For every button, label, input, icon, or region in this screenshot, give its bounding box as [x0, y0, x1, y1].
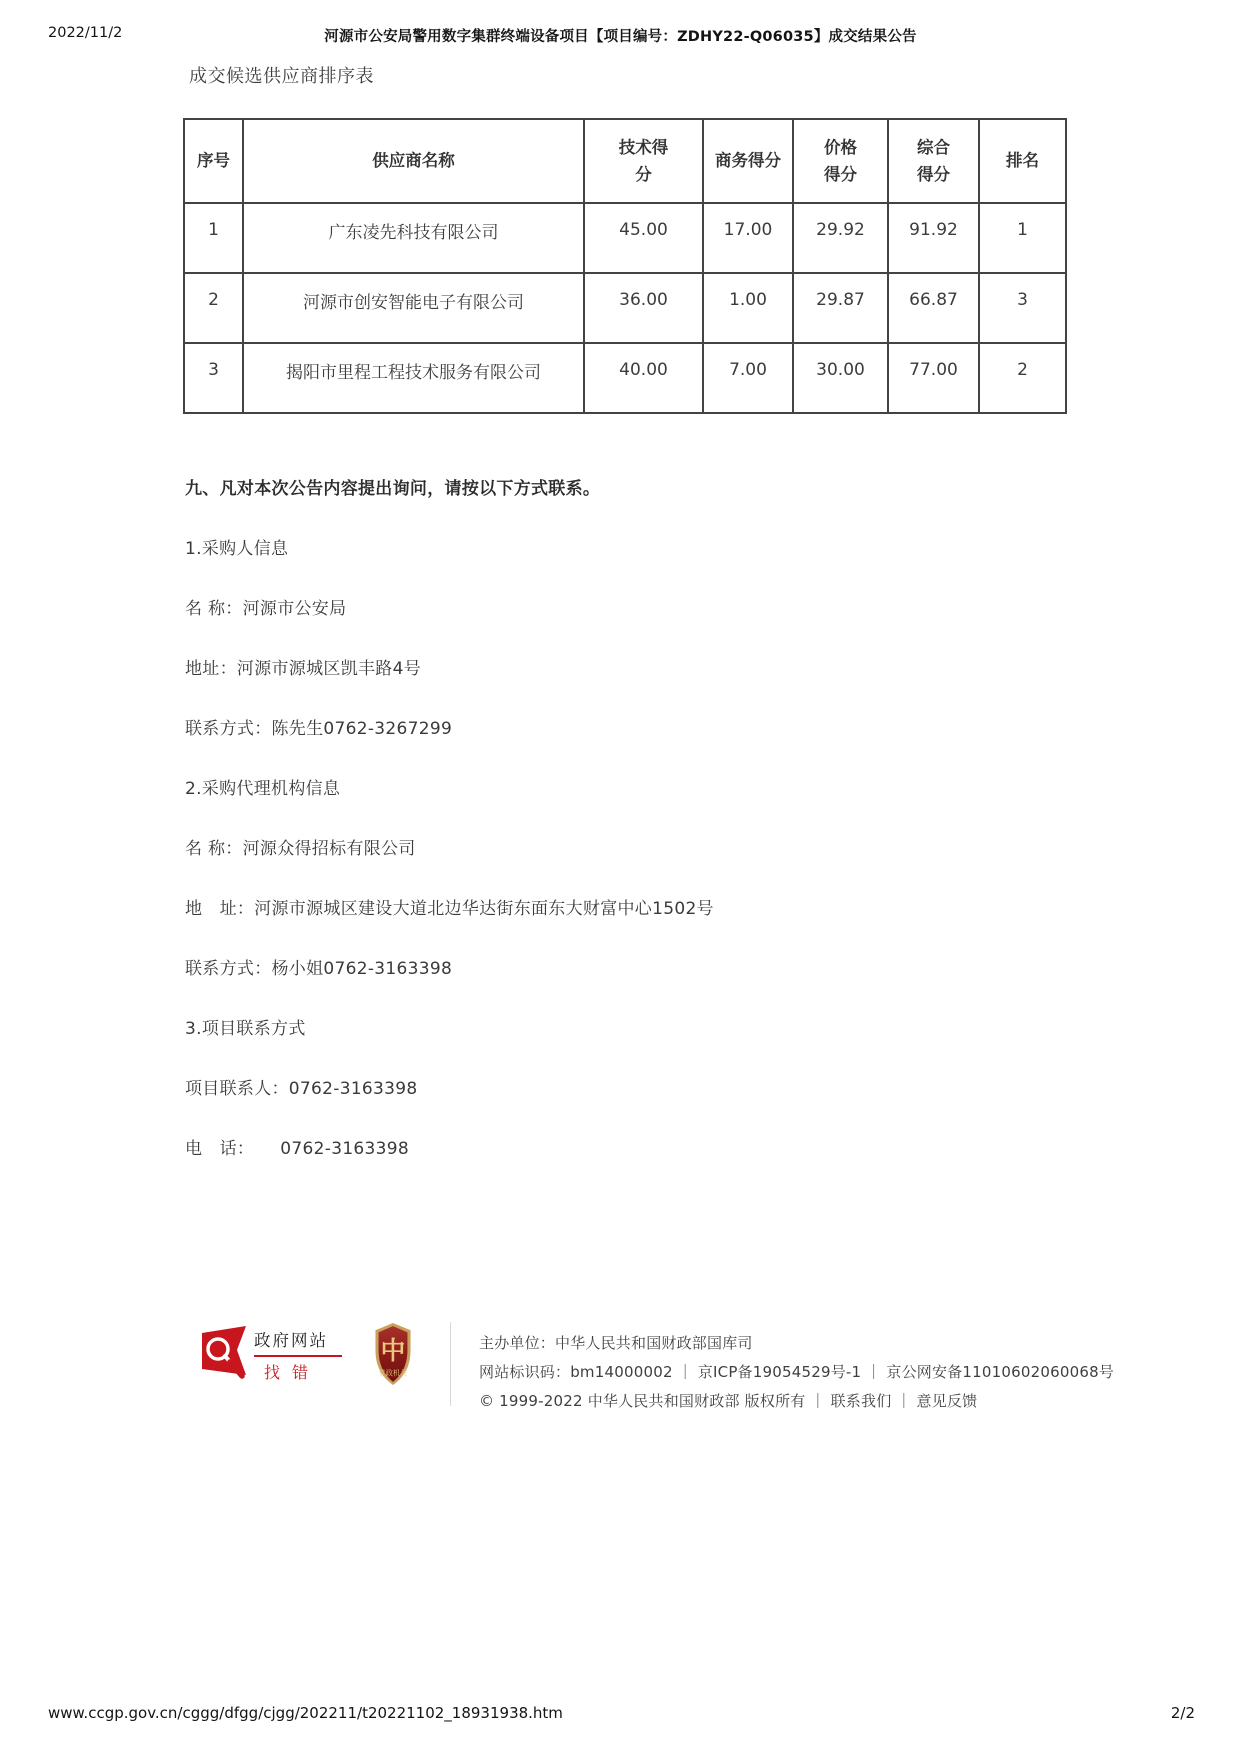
- table-cell: 1: [184, 203, 243, 273]
- print-source-url: www.ccgp.gov.cn/cggg/dfgg/cjgg/202211/t20221102_18931938.htm: [48, 1704, 563, 1722]
- svg-text:党政机关: 党政机关: [378, 1368, 408, 1378]
- contact-line: 联系方式：杨小姐0762-3163398: [185, 958, 453, 979]
- footer-copyright-line: © 1999-2022 中华人民共和国财政部 版权所有 ｜ 联系我们 ｜ 意见反馈: [479, 1392, 978, 1410]
- contact-line: 2.采购代理机构信息: [185, 778, 341, 799]
- print-page-number: 2/2: [1170, 1704, 1195, 1722]
- footer-divider: [450, 1322, 451, 1406]
- section-heading: 九、凡对本次公告内容提出询问，请按以下方式联系。: [185, 478, 601, 499]
- table-cell: 77.00: [888, 343, 979, 413]
- table-cell: 40.00: [584, 343, 703, 413]
- table-cell: 7.00: [703, 343, 793, 413]
- footer-organizer-line: 主办单位：中华人民共和国财政部国库司: [479, 1334, 753, 1352]
- table-cell-supplier: 河源市创安智能电子有限公司: [243, 273, 584, 343]
- contact-line: 名 称：河源众得招标有限公司: [185, 838, 416, 859]
- table-cell: 66.87: [888, 273, 979, 343]
- table-cell: 3: [184, 343, 243, 413]
- col-header-total-score: 综合 得分: [888, 119, 979, 203]
- party-gov-badge-icon: [364, 1322, 422, 1390]
- error-logo-line2: 找错: [264, 1363, 321, 1382]
- table-cell: 30.00: [793, 343, 888, 413]
- print-date: 2022/11/2: [48, 25, 123, 41]
- contact-line: 名 称：河源市公安局: [185, 598, 347, 619]
- table-cell: 29.92: [793, 203, 888, 273]
- svg-text:中: 中: [380, 1336, 406, 1366]
- supplier-ranking-table: [183, 118, 1067, 414]
- table-header-row: [184, 119, 1066, 203]
- col-header-business-score: 商务得分: [703, 119, 793, 203]
- magnifier-flag-icon: [200, 1322, 252, 1388]
- error-logo-divider: [254, 1355, 342, 1357]
- error-logo-line1: 政府网站: [254, 1331, 328, 1350]
- contact-line: 电 话： 0762-3163398: [185, 1138, 410, 1159]
- site-footer: [200, 1322, 1114, 1416]
- table-cell: 17.00: [703, 203, 793, 273]
- table-cell: 2: [184, 273, 243, 343]
- table-cell: 2: [979, 343, 1066, 413]
- ranking-table-caption: 成交候选供应商排序表: [189, 66, 374, 87]
- footer-identifier-line: 网站标识码：bm14000002 ｜ 京ICP备19054529号-1 ｜ 京公网安备11010602060068号: [479, 1363, 1115, 1381]
- col-header-tech-score: 技术得分: [584, 119, 703, 203]
- contact-line: 1.采购人信息: [185, 538, 289, 559]
- table-cell: 91.92: [888, 203, 979, 273]
- contact-line: 联系方式：陈先生0762-3267299: [185, 718, 453, 739]
- table-cell: 45.00: [584, 203, 703, 273]
- contact-line: 项目联系人：0762-3163398: [185, 1078, 418, 1099]
- contact-line: 3.项目联系方式: [185, 1018, 306, 1039]
- contact-line: 地址：河源市源城区凯丰路4号: [185, 658, 422, 679]
- col-header-rank: 排名: [979, 119, 1066, 203]
- table-cell: 3: [979, 273, 1066, 343]
- gov-site-error-report-text: [254, 1327, 346, 1383]
- table-cell: 1.00: [703, 273, 793, 343]
- col-header-seq: 序号: [184, 119, 243, 203]
- footer-info: [479, 1322, 1114, 1416]
- contact-section: [185, 456, 1125, 1176]
- table-row: [184, 203, 1066, 273]
- table-cell-supplier: 揭阳市里程工程技术服务有限公司: [243, 343, 584, 413]
- gov-site-error-report-logo: [200, 1322, 346, 1388]
- col-header-price-score: 价格 得分: [793, 119, 888, 203]
- table-cell: 1: [979, 203, 1066, 273]
- table-cell: 29.87: [793, 273, 888, 343]
- page-title: 河源市公安局警用数字集群终端设备项目【项目编号：ZDHY22-Q06035】成交结果公告: [324, 29, 917, 45]
- table-row: [184, 343, 1066, 413]
- contact-line: 地 址：河源市源城区建设大道北边华达街东面东大财富中心1502号: [185, 898, 714, 919]
- table-cell-supplier: 广东凌先科技有限公司: [243, 203, 584, 273]
- table-cell: 36.00: [584, 273, 703, 343]
- col-header-supplier: 供应商名称: [243, 119, 584, 203]
- table-row: [184, 273, 1066, 343]
